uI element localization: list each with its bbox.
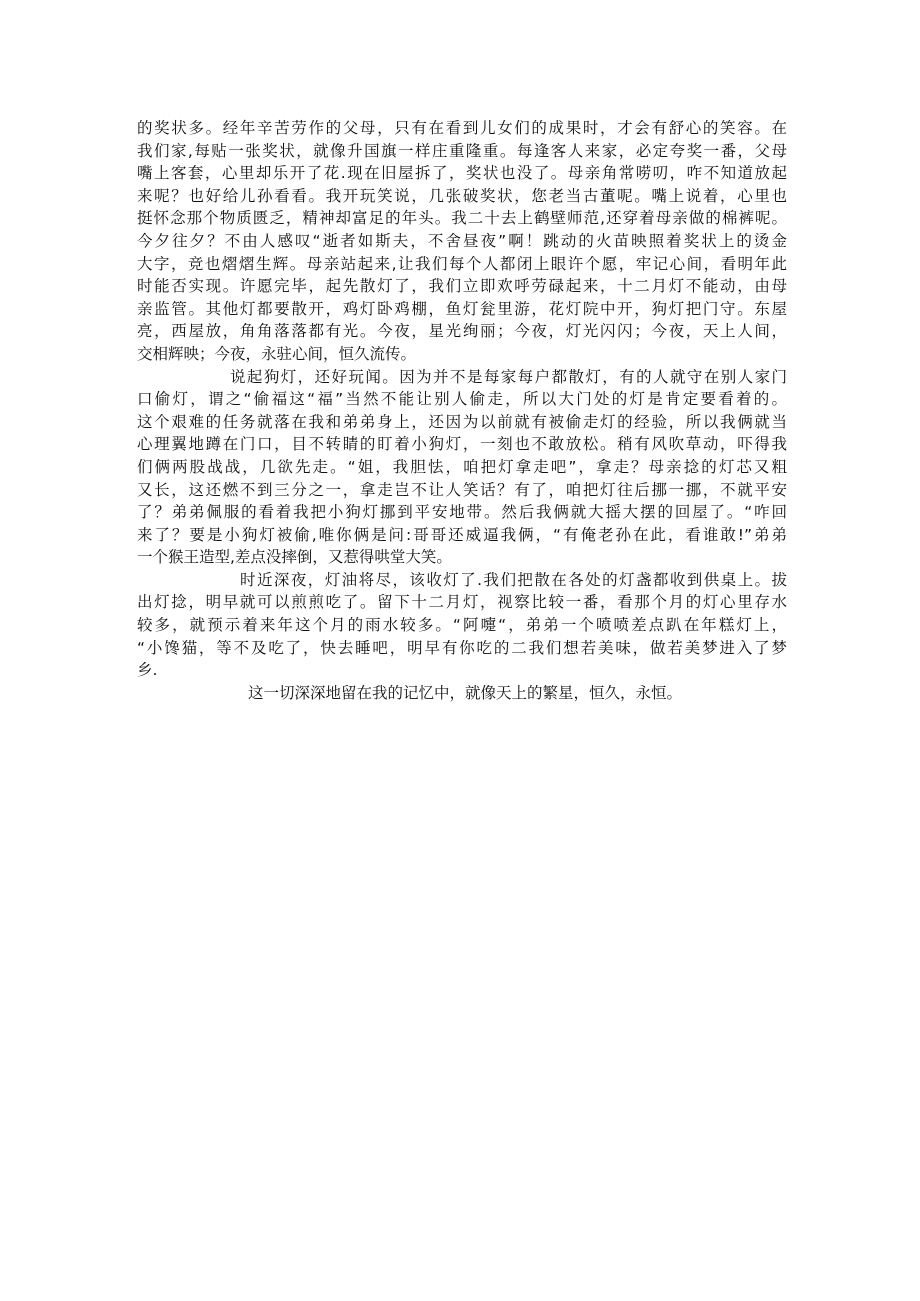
text-line: 心理翼地蹲在门口，目不转睛的盯着小狗灯，一刻也不敢放松。稍有风吹草动，吓得我: [137, 435, 787, 454]
text-line: “小馋猫，等不及吃了，快去睡吧，明早有你吃的二我们想若美味，做若美梦进入了梦: [137, 638, 787, 657]
text-line: 口偷灯，谓之“偷福这“福”当然不能让别人偷走，所以大门处的灯是肯定要看着的。: [137, 390, 787, 409]
text-line: 挺怀念那个物质匮乏，精神却富足的年头。我二十去上鹤壁师范,还穿着母亲做的棉裤呢。: [137, 209, 787, 228]
text-line: 较多，就预示着来年这个月的雨水较多。“阿嚏“，弟弟一个喷喷差点趴在年糕灯上，: [137, 616, 787, 635]
paragraph-p3: [137, 569, 787, 682]
text-line: 时近深夜，灯油将尽，该收灯了.我们把散在各处的灯盏都收到供桌上。拔: [240, 570, 787, 589]
text-line: 来了？要是小狗灯被偷,唯你俩是问:哥哥还威逼我俩，“有俺老孙在此，看谁敢!”弟弟: [137, 525, 787, 544]
text-line: 亲监管。其他灯都要散开，鸡灯卧鸡棚，鱼灯瓮里游，花灯院中开，狗灯把门守。东屋: [137, 299, 787, 318]
text-line: 大字，竞也熠熠生辉。母亲站起来,让我们每个人都闭上眼许个愿，牢记心间，看明年此: [137, 254, 787, 273]
text-line: 了？弟弟佩服的看着我把小狗灯挪到平安地带。然后我俩就大摇大摆的回屋了。“咋回: [137, 503, 787, 522]
text-line: 嘴上客套，心里却乐开了花.现在旧屋拆了，奖状也没了。母亲角常唠叨，咋不知道放起: [137, 164, 787, 183]
text-line: 今夕往夕？不由人感叹“逝者如斯夫，不舍昼夜”啊！跳动的火苗映照着奖状上的烫金: [137, 231, 787, 250]
text-line: 来呢？也好给儿孙看看。我开玩笑说，几张破奖状，您老当古董呢。嘴上说着，心里也: [137, 186, 787, 205]
text-line: 这一切深深地留在我的记忆中，就像天上的繁星，恒久，永恒。: [248, 683, 683, 702]
text-line: 亮，西屋放，角角落落都有光。今夜，星光绚丽；今夜，灯光闪闪；今夜，天上人间，: [137, 322, 787, 341]
text-line: 乡.: [137, 661, 158, 680]
text-line: 的奖状多。经年辛苦劳作的父母，只有在看到儿女们的成果时，才会有舒心的笑容。在: [137, 119, 787, 137]
text-line: 们俩两股战战，几欲先走。“姐，我胆怯，咱把灯拿走吧”，拿走？母亲捻的灯芯又粗: [137, 457, 787, 476]
text-line: 我们家,每贴一张奖状，就像升国旗一样庄重隆重。每逢客人来家，必定夸奖一番，父母: [137, 141, 787, 160]
text-line: 时能否实现。许愿完毕，起先散灯了，我们立即欢呼劳碌起来，十二月灯不能动，由母: [137, 277, 787, 296]
text-line: 出灯捻，明早就可以煎煎吃了。留下十二月灯，视察比较一番，看那个月的灯心里存水: [137, 593, 787, 612]
paragraph-p4: [137, 682, 787, 705]
text-line: 这个艰难的任务就落在我和弟弟身上，还因为以前就有被偷走灯的经验，所以我俩就当: [137, 412, 787, 431]
text-line: 一个猴王造型,差点没摔倒，又惹得哄堂大笑。: [137, 548, 452, 567]
text-line: 又长，这还燃不到三分之一，拿走岂不让人笑话？有了，咱把灯往后挪一挪，不就平安: [137, 480, 787, 499]
article-body: [137, 117, 787, 704]
text-line: 说起狗灯，还好玩闻。因为并不是每家每户都散灯，有的人就守在别人家门: [230, 367, 787, 386]
paragraph-p1: [137, 117, 787, 366]
paragraph-p2: [137, 366, 787, 569]
text-line: 交相辉映；今夜，永驻心间，恒久流传。: [137, 344, 417, 363]
